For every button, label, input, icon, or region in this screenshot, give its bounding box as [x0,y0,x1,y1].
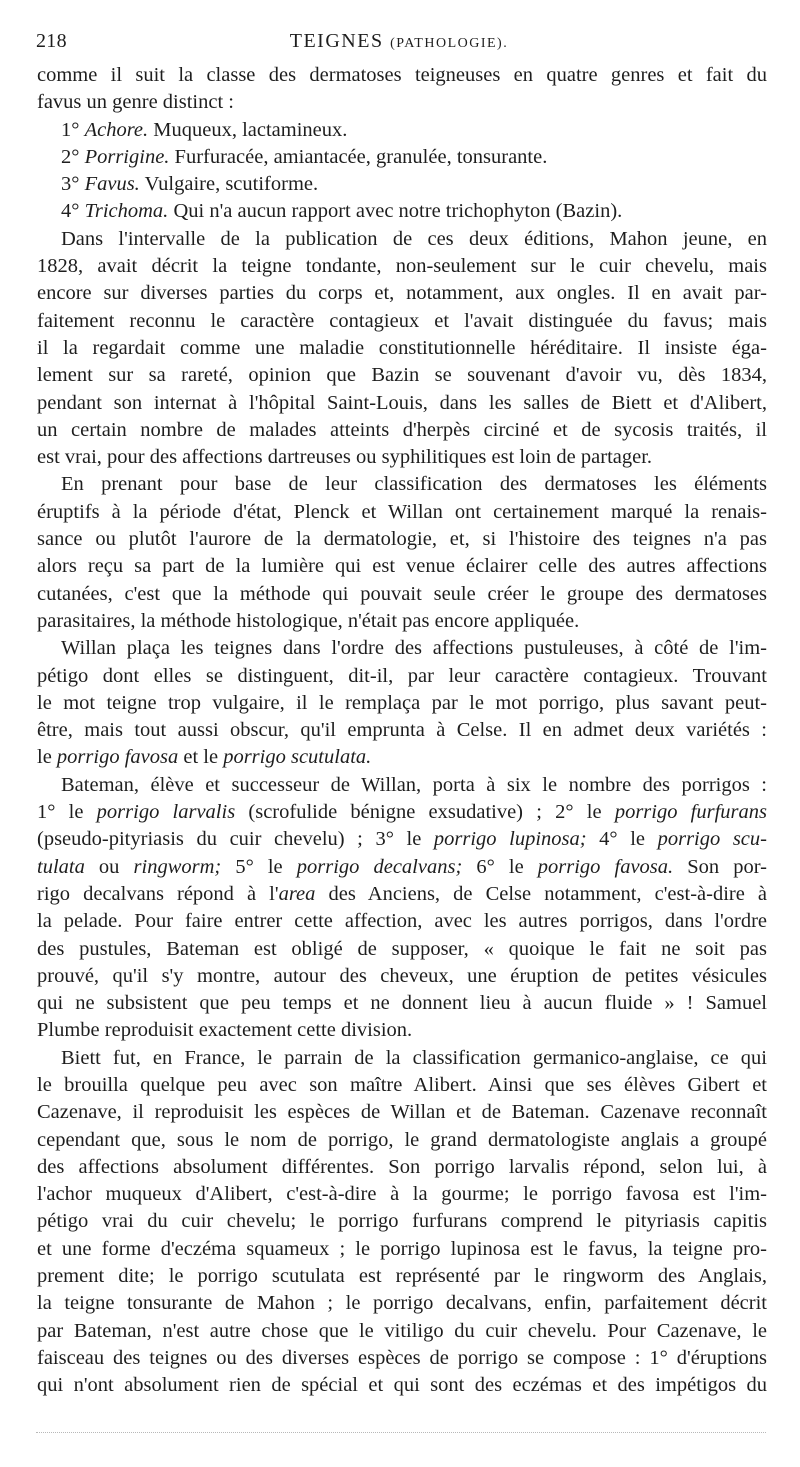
text-run: Son por- [673,855,767,878]
classification-item [37,198,767,225]
text-line: la teigne tonsurante de Mahon ; le porrigo decalvans, enfin, parfaitement décrit [37,1292,767,1315]
text-run: (pseudo-pityriasis du cuir chevelu) ; 3° le [37,828,434,851]
item-number: 2° [61,145,80,168]
classification-list [37,117,767,226]
latin-term: porrigo furfurans [614,801,768,824]
paragraph-bateman [37,772,767,1045]
item-number: 1° [61,118,80,141]
text-line: Plumbe reproduisit exactement cette division. [37,1019,413,1042]
item-description: Qui n'a aucun rapport avec notre trichophyton (Bazin). [173,200,623,223]
text-line [37,744,767,771]
text-line: cependant que, sous le nom de porrigo, le grand dermatologiste anglais a groupé [37,1128,767,1151]
text-line: prouvé, qu'il s'y montre, autour des cheveux, une éruption de petites vésicules [37,964,767,987]
item-description: Furfuracée, amiantacée, granulée, tonsurante. [174,145,548,168]
item-description: Vulgaire, scutiforme. [144,173,319,196]
latin-term: porrigo lupinosa; [433,828,587,851]
text-run: (scrofulide bénigne exsudative) ; 2° le [235,801,615,824]
item-number: 4° [61,200,80,223]
text-line: parasitaires, la méthode histologique, n'était pas encore appliquée. [37,609,580,632]
text-line: alors reçu sa part de la lumière qui est venue éclairer celle des autres affections [37,555,767,578]
intro-paragraph [37,62,767,117]
text-line: des affections absolument différentes. Son porrigo larvalis répond, selon lui, à [37,1155,767,1178]
text-line: il la regardait comme une maladie constitutionnelle héréditaire. Il insiste éga- [37,336,767,359]
running-title [36,30,762,53]
text-line: la pelade. Pour faire entrer cette affection, avec les autres porrigos, dans l'ordre [37,910,767,933]
text-line: et une forme d'eczéma squameux ; le porrigo lupinosa est le favus, la teigne pro- [37,1237,767,1260]
text-run: 5° le [221,855,297,878]
text-line: faisceau des teignes ou des diverses espèces de porrigo se compose : 1° d'éruptions [37,1346,767,1369]
running-title-main: TEIGNES [289,30,384,52]
running-header [36,30,762,56]
paragraph-mahon [37,226,767,472]
text-line: sance ou plutôt l'aurore de la dermatologie, et, si l'histoire des teignes n'a pas [37,528,767,551]
text-line: des pustules, Bateman est obligé de supposer, « quoique le fait ne soit pas [37,937,767,960]
text-line: lement sur sa rareté, opinion que Bazin se souvenant d'avoir vu, dès 1834, [37,364,767,387]
item-name: Porrigine. [84,145,170,168]
text-run: ou [84,855,134,878]
text-run: des Anciens, de Celse notamment, c'est-à-dire à [315,882,767,905]
latin-term: porrigo favosa. [537,855,674,878]
classification-item [37,144,767,171]
classification-item [37,117,767,144]
page-body [37,62,767,1400]
item-number: 3° [61,173,80,196]
latin-term: porrigo larvalis [96,801,236,824]
text-line: Cazenave, il reproduisit les espèces de Willan et de Bateman. Cazenave reconnaît [37,1101,767,1124]
text-line: le brouilla quelque peu avec son maître Alibert. Ainsi que ses élèves Gibert et [37,1073,767,1096]
classification-item [37,171,767,198]
text-line: qui ne subsistent que peu temps et ne donnent lieu à aucun fluide » ! Samuel [37,992,767,1015]
text-line: pétigo vrai du cuir chevelu; le porrigo furfurans comprend le pityriasis capitis [37,1210,767,1233]
text-line: est vrai, pour des affections dartreuses ou syphilitiques est loin de partager. [37,446,653,469]
text-line: éruptifs à la période d'état, Plenck et Willan ont certainement marqué la renais- [37,500,767,523]
scan-bottom-noise [36,1432,766,1435]
text-line: 1828, avait décrit la teigne tondante, non-seulement sur le cuir chevelu, mais [37,255,767,278]
latin-term: porrigo scutulata. [223,746,372,769]
text-run: le [37,746,57,769]
text-line: qui n'ont absolument rien de spécial et qui sont des eczémas et des impétigos du [37,1374,767,1397]
text-line: être, mais tout aussi obscur, qu'il emprunta à Celse. Il en admet deux variétés : [37,719,767,742]
item-description: Muqueux, lactamineux. [153,118,348,141]
item-name: Achore. [84,118,149,141]
text-line: un certain nombre de malades atteints d'herpès circiné et de sycosis traités, il [37,418,767,441]
text-run: 4° le [586,828,658,851]
text-line: par Bateman, n'est autre chose que le vitiligo du cuir chevelu. Pour Cazenave, le [37,1319,767,1342]
latin-term: ringworm; [133,855,222,878]
text-line: comme il suit la classe des dermatoses teigneuses en quatre genres et fait du [37,64,767,86]
item-name: Trichoma. [84,200,169,223]
text-line: le mot teigne trop vulgaire, il le remplaça par le mot porrigo, plus savant peut- [37,691,767,714]
latin-term: porrigo favosa [56,746,179,769]
text-line: Bateman, élève et successeur de Willan, porta à six le nombre des porrigos : [61,773,767,796]
latin-term: area [278,882,316,905]
text-line: faitement reconnu le caractère contagieux et l'avait distinguée du favus; mais [37,309,767,332]
latin-term: tulata [37,855,85,878]
text-line: l'achor muqueux d'Alibert, c'est-à-dire à la gourme; le porrigo favosa est l'im- [37,1183,767,1206]
latin-term: porrigo scu- [657,828,767,851]
item-name: Favus. [84,173,140,196]
latin-term: porrigo decalvans; [296,855,463,878]
text-line [37,854,767,881]
text-line: pendant son internat à l'hôpital Saint-Louis, dans les salles de Biett et d'Alibert, [37,391,767,414]
paragraph-willan [37,635,767,771]
text-line: favus un genre distinct : [37,91,234,114]
text-run: rigo decalvans répond à l' [37,882,279,905]
text-line: pétigo dont elles se distinguent, dit-il, par leur caractère contagieux. Trouvant [37,664,767,687]
text-line: cutanées, c'est que la méthode qui pouvait seule créer le groupe des dermatoses [37,582,767,605]
text-line: Willan plaça les teignes dans l'ordre des affections pustuleuses, à côté de l'im- [61,637,767,660]
page-number: 218 [36,30,67,52]
paragraph-plenck-willan [37,471,767,635]
text-run: et le [178,746,224,769]
text-line [37,826,767,853]
text-line [37,881,767,908]
running-title-sub: (PATHOLOGIE). [390,36,509,51]
text-line [37,799,767,826]
text-line: En prenant pour base de leur classification des dermatoses les éléments [61,473,767,496]
text-line: Biett fut, en France, le parrain de la classification germanico-anglaise, ce qui [61,1046,767,1069]
text-run: 6° le [462,855,538,878]
text-line: Dans l'intervalle de la publication de ces deux éditions, Mahon jeune, en [61,227,767,250]
text-line: prement dite; le porrigo scutulata est représenté par le ringworm des Anglais, [37,1265,767,1288]
paragraph-biett [37,1045,767,1400]
text-run: 1° le [37,801,97,824]
text-line: encore sur diverses parties du corps et, notamment, aux ongles. Il en avait par- [37,282,767,305]
